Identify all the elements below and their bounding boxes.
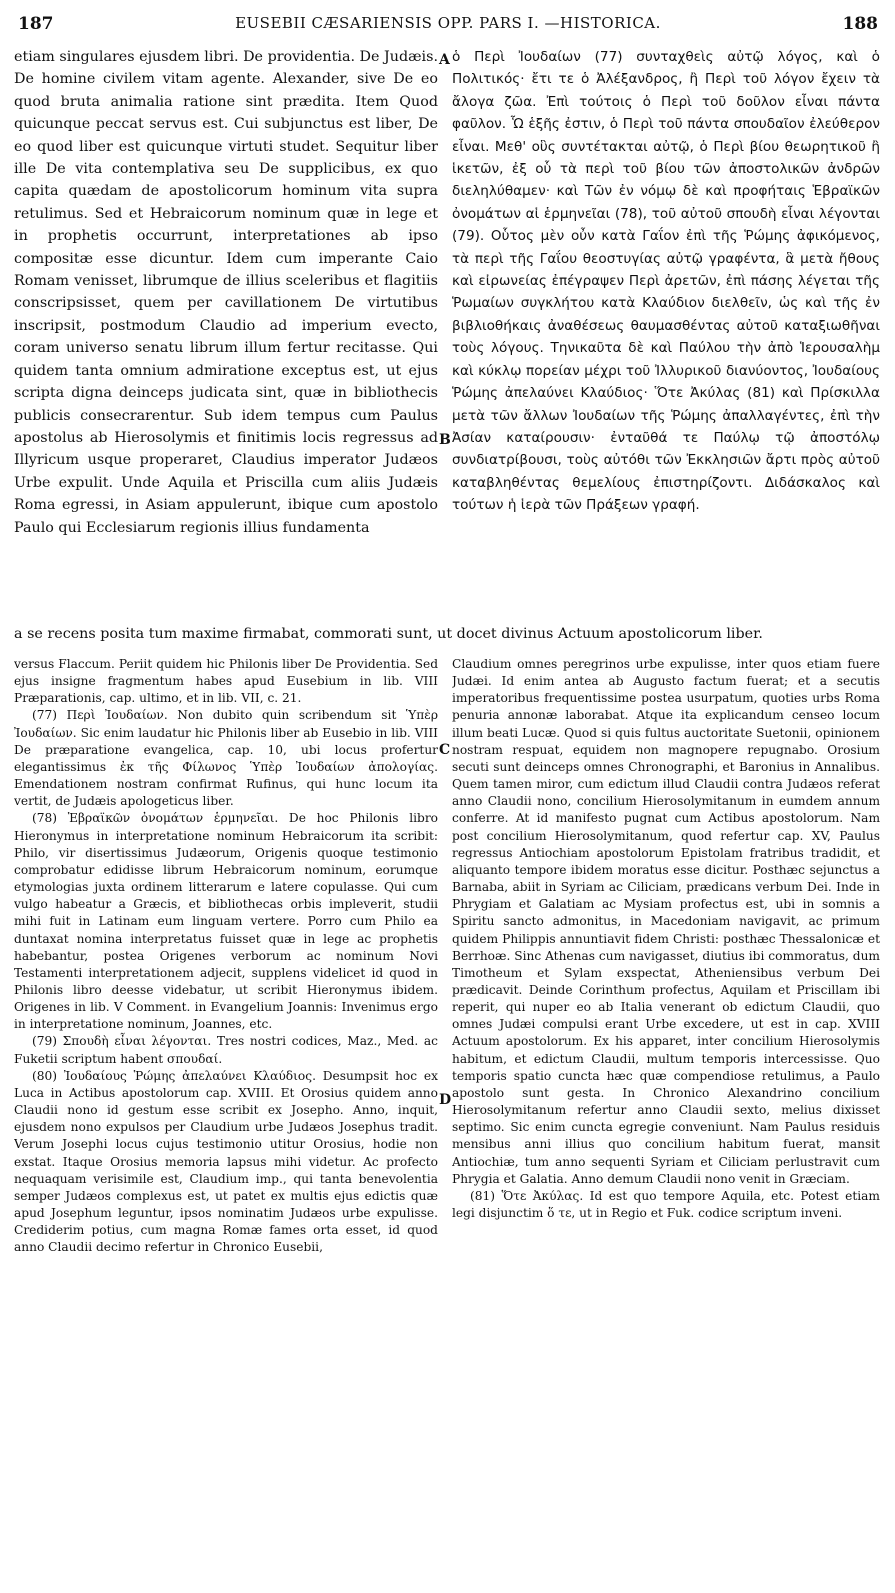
latin-column bbox=[14, 46, 438, 620]
margin-letter-d: D bbox=[439, 1092, 452, 1108]
margin-letter-a: A bbox=[439, 52, 450, 68]
page-number-left: 187 bbox=[18, 14, 54, 34]
note-81: (81) Ὅτε Ἀκύλας. Id est quo tempore Aquila, etc. Potest etiam legi disjunctim ὅ τε, ut in Regio et Fuk. codice scriptum inveni. bbox=[452, 1188, 880, 1220]
running-title: EUSEBII CÆSARIENSIS OPP. PARS I. —HISTORICA. bbox=[235, 14, 661, 32]
note-80: (80) Ἰουδαίους Ῥώμης ἀπελαύνει Κλαύδιος. Desumpsit hoc ex Luca in Actibus apostolorum cap. XVIII. Et Orosius quidem anno Claudii nono id gestum esse scribit ex Josepho. Anno, inquit, ejusdem nono expulsos per Claudium urbe Judæos Josephus tradit. Verum Josephi locus cujus testimonio utitur Orosius, hodie non exstat. Itaque Orosius memoria lapsus mihi videtur. Ac profecto nequaquam verisimile est, Claudium imp., qui tanta benevolentia semper Judæos complexus est, ut patet ex multis ejus edictis quæ apud Josephum leguntur, ipsos nominatim Judæos urbe expulisse. Crediderim potius, cum magna Romæ fames orta esset, id quod anno Claudii decimo refertur in Chronico Eusebii, bbox=[14, 1068, 438, 1255]
notes-left-column bbox=[14, 656, 438, 1584]
note-continuation: Claudium omnes peregrinos urbe expulisse, inter quos etiam fuere Judæi. Id enim antea ab Augusto factum fuerat; et a secutis imperatoribus frequentissime postea usurpatum, quoties urbs Roma penuria annonæ laborabat. Atque ita explicandum censeo locum illum beati Lucæ. Quod si quis fultus auctoritate Suetonii, opinionem nostram respuat, equidem non magnopere repugnabo. Orosium secuti sunt deinceps omnes Chronographi, et Baronius in Annalibus. Quem tamen miror, cum edictum illud Claudii contra Judæos referat anno Claudii nono, concilium Hierosolymitanum in eumdem annum conferre. At id manifesto pugnat cum Actibus apostolorum. Nam post concilium Hierosolymitanum, quod refertur cap. XV, Paulus regressus Antiochiam apostolorum Epistolam fratribus tradidit, et aliquanto tempore ibidem moratus esse dicitur. Posthæc sejunctus a Barnaba, abiit in Syriam ac Ciliciam, prædicans verbum Dei. Inde in Phrygiam et Galatiam ac Mysiam profectus est, ubi in somnis a Spiritu sancto admonitus, in Macedoniam navigavit, ac primum quidem Philippis annuntiavit fidem Christi: posthæc Thessalonicæ et Berrhoæ. Sinc Athenas cum navigasset, diutius ibi commoratus, dum Timotheum et Sylam exspectat, Atheniensibus verbum Dei prædicavit. Deinde Corinthum profectus, Aquilam et Priscillam ibi reperit, qui nuper eo ab Italia venerant ob edictum Claudii, quo omnes Judæi compulsi erant Urbe excedere, ut est in cap. XVIII Actuum apostolorum. Ex his apparet, inter concilium Hierosolymis habitum, et edictum Claudii, multum temporis intercessisse. Quo temporis spatio cuncta hæc quæ compendiose retulimus, a Paulo apostolo sunt gesta. In Chronico Alexandrino concilium Hierosolymitanum refertur anno Claudii sexto, melius dixisset septimo. Sic enim cuncta egregie conveniunt. Nam Paulus residuis mensibus anni illius quo concilium habitum fuerat, mansit Antiochiæ, tum anno sequenti Syriam et Ciliciam perlustravit cum Phrygia et Galatia. Anno demum Claudii nono venit in Græciam. bbox=[452, 657, 880, 1186]
latin-text: etiam singulares ejusdem libri. De providentia. De Judæis. De homine civilem vitam agente. Alexander, sive De eo quod bruta animalia ratione sint prædita. Item Quod quicunque peccat servus est. Cui subjunctus est liber, De eo quod liber est quicunque virtuti studet. Sequitur liber ille De vita contemplativa seu De supplicibus, ex quo capita quædam de apostolicorum hominum vita supra retulimus. Sed et Hebraicorum nominum quæ in lege et in prophetis occurrunt, interpretationes ab ipso compositæ esse dicuntur. Idem cum imperante Caio Romam venisset, librumque de illius sceleribus et flagitiis conscripsisset, quem per cavillationem De virtutibus inscripsit, postmodum Claudio ad imperium evecto, coram universo senatu librum illum fertur recitasse. Qui quidem tanta omnium admiratione exceptus est, ut ejus scripta digna deinceps judicata sint, quæ in bibliothecis publicis consecrarentur. Sub idem tempus cum Paulus apostolus ab Hierosolymis et finitimis locis regressus ad Illyricum usque properaret, Claudius imperator Judæos Urbe expulit. Unde Aquila et Priscilla cum aliis Judæis Roma egressi, in Asiam appulerunt, ibique cum apostolo Paulo qui Ecclesiarum regionis illius fundamenta bbox=[14, 49, 438, 536]
page-number-right: 188 bbox=[842, 14, 878, 34]
note-79: (79) Σπουδὴ εἶναι λέγονται. Tres nostri codices, Maz., Med. ac Fuketii scriptum habent σπουδαί. bbox=[14, 1034, 438, 1066]
margin-letter-c: C bbox=[439, 742, 451, 758]
running-header bbox=[18, 14, 878, 40]
latin-tail-text: a se recens posita tum maxime firmabat, commorati sunt, ut docet divinus Actuum apostolicorum liber. bbox=[14, 626, 763, 642]
latin-tail-line bbox=[14, 624, 880, 644]
note-78: (78) Ἑβραϊκῶν ὀνομάτων ἑρμηνεῖαι. De hoc Philonis libro Hieronymus in interpretatione nominum Hebraicorum ita scribit: Philo, vir disertissimus Judæorum, Origenis quoque testimonio comprobatur edidisse librum Hebraicorum nominum, eorumque etymologias juxta ordinem litterarum e latere copulasse. Qui cum vulgo habeatur a Græcis, et bibliothecas orbis impleverit, studii mihi fuit in Latinam eum linguam vertere. Porro cum Philo ea duntaxat nomina interpretatus fuisset quæ in lege ac prophetis habebantur, postea Origenes verborum ac nominum Novi Testamenti interpretationem adjecit, supplens videlicet id quod in Philonis libro deesse videbatur, ut scribit Hieronymus ibidem. Origenes in lib. V Comment. in Evangelium Joannis: Invenimus ergo in interpretatione nominum, Joannes, etc. bbox=[14, 811, 438, 1032]
note-77: (77) Περὶ Ἰουδαίων. Non dubito quin scribendum sit Ὑπὲρ Ἰουδαίων. Sic enim laudatur hic Philonis liber ab Eusebio in lib. VIII De præparatione evangelica, cap. 10, ubi locus profertur elegantissimus ἐκ τῆς Φίλωνος Ὑπὲρ Ἰουδαίων ἀπολογίας. Emendationem nostram confirmat Rufinus, qui hunc locum ita vertit, de Judæis apologeticus liber. bbox=[14, 708, 438, 809]
greek-column bbox=[452, 46, 880, 620]
margin-letter-b: B bbox=[439, 432, 451, 448]
note-paragraph: versus Flaccum. Periit quidem hic Philonis liber De Providentia. Sed ejus insigne fragmentum habes apud Eusebium in lib. VIII Præparationis, cap. ultimo, et in lib. VII, c. 21. bbox=[14, 657, 438, 706]
greek-text: ὁ Περὶ Ἰουδαίων (77) συνταχθεὶς αὐτῷ λόγος, καὶ ὁ Πολιτικός· ἔτι τε ὁ Ἀλέξανδρος, ἢ Περὶ τοῦ λόγον ἔχειν τὰ ἄλογα ζῶα. Ἐπὶ τούτοις ὁ Περὶ τοῦ δοῦλον εἶναι πάντα φαῦλον. Ὧ ἑξῆς ἐστιν, ὁ Περὶ τοῦ πάντα σπουδαῖον ἐλεύθερον εἶναι. Μεθ' οὓς συντέτακται αὐτῷ, ὁ Περὶ βίου θεωρητικοῦ ἢ ἱκετῶν, ἐξ οὗ τὰ περὶ τοῦ βίου τῶν ἀποστολικῶν ἀνδρῶν διεληλύθαμεν· καὶ Τῶν ἐν νόμῳ δὲ καὶ προφήταις Ἑβραϊκῶν ὀνομάτων αἱ ἑρμηνεῖαι (78), τοῦ αὐτοῦ σπουδὴ εἶναι λέγονται (79). Οὗτος μὲν οὖν κατὰ Γαΐον ἐπὶ τῆς Ῥώμης ἀφικόμενος, τὰ περὶ τῆς Γαΐου θεοστυγίας αὐτῷ γραφέντα, ἃ μετὰ ἤθους καὶ εἰρωνείας ἐπέγραψεν Περὶ ἀρετῶν, ἐπὶ πάσης λέγεται τῆς Ῥωμαίων συγκλήτου κατὰ Κλαύδιον διελθεῖν, ὡς καὶ τῆς ἐν βιβλιοθήκαις ἀναθέσεως θαυμασθέντας αὐτοῦ καταξιωθῆναι τοὺς λόγους. Τηνικαῦτα δὲ καὶ Παύλου τὴν ἀπὸ Ἱερουσαλὴμ καὶ κύκλῳ πορείαν μέχρι τοῦ Ἰλλυρικοῦ διανύοντος, Ἰουδαίους Ῥώμης ἀπελαύνει Κλαύδιος· Ὅτε Ἀκύλας (81) καὶ Πρίσκιλλα μετὰ τῶν ἄλλων Ἰουδαίων τῆς Ῥώμης ἀπαλλαγέντες, ἐπὶ τὴν Ἀσίαν καταίρουσιν· ἐνταῦθά τε Παύλῳ τῷ ἀποστόλῳ συνδιατρίβουσι, τοὺς αὐτόθι τῶν Ἐκκλησιῶν ἄρτι πρὸς αὐτοῦ καταβληθέντας θεμελίους ἐπιστηρίζοντι. Διδάσκαλος καὶ τούτων ἡ ἱερὰ τῶν Πράξεων γραφή. bbox=[452, 49, 880, 514]
notes-right-column bbox=[452, 656, 880, 1584]
